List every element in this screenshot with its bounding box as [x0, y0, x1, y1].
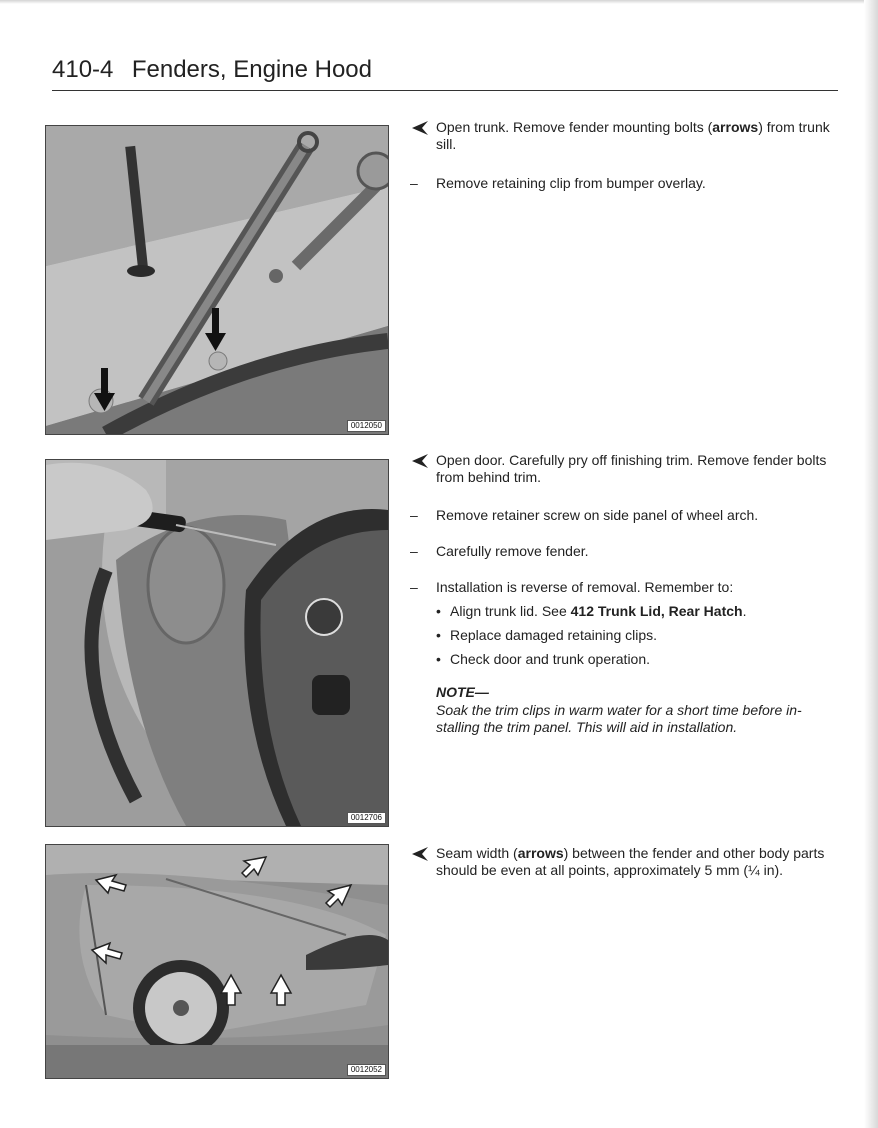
photo-trunk-sill	[45, 125, 389, 435]
step-emphasis: arrows	[712, 119, 759, 135]
page-edge-right	[864, 0, 878, 1128]
step-text: Seam width (	[436, 845, 518, 861]
step-seam-width	[410, 845, 830, 879]
bullet-marker: •	[436, 627, 441, 643]
bullet-item: • Align trunk lid. See 412 Trunk Lid, Rear Hatch.	[436, 603, 747, 619]
pointer-left-icon	[410, 119, 430, 137]
step-open-door	[410, 452, 830, 486]
note-title: NOTE—	[436, 684, 489, 700]
step-emphasis: arrows	[517, 845, 564, 861]
step-remove-screw	[410, 507, 830, 524]
figure-id: 0012706	[347, 812, 386, 824]
seam-width-illustration	[46, 845, 388, 1078]
page-edge-top	[0, 0, 878, 4]
pointer-left-icon	[410, 845, 430, 863]
step-installation	[410, 579, 830, 596]
dash-marker: –	[410, 579, 418, 595]
photo-door-trim	[45, 459, 389, 827]
step-text: Open door. Carefully pry off finishing trim. Remove fender bolts from behind trim.	[436, 452, 827, 485]
cross-reference: 412 Trunk Lid, Rear Hatch	[570, 603, 743, 619]
bullet-item: • Replace damaged retaining clips.	[436, 627, 658, 643]
page-number: 410-4	[52, 56, 114, 83]
step-open-trunk	[410, 119, 830, 153]
trunk-sill-illustration	[46, 126, 388, 434]
pointer-left-icon	[410, 452, 430, 470]
dash-marker: –	[410, 543, 418, 559]
page-header	[52, 56, 838, 91]
step-text: Open trunk. Remove fender mounting bolts (	[436, 119, 713, 135]
figure-id: 0012052	[347, 1064, 386, 1076]
step-text: Remove retainer screw on side panel of wheel arch.	[436, 507, 759, 523]
figure-id: 0012050	[347, 420, 386, 432]
door-trim-illustration	[46, 460, 388, 826]
dash-marker: –	[410, 175, 418, 191]
bullet-item: • Check door and trunk operation.	[436, 651, 651, 667]
bullet-marker: •	[436, 651, 441, 667]
photo-seam-width	[45, 844, 389, 1079]
step-text: Installation is reverse of removal. Remember to:	[436, 579, 734, 595]
bullet-marker: •	[436, 603, 441, 619]
dash-marker: –	[410, 507, 418, 523]
step-text: ) from trunk sill.	[436, 119, 830, 152]
step-text: Remove retaining clip from bumper overlay.	[436, 175, 706, 191]
step-text: ) between the fender and other body parts should be even at all points, approximately 5 mm (¼ in).	[436, 845, 825, 878]
step-remove-clip	[410, 175, 830, 192]
note-body: Soak the trim clips in warm water for a short time before in-stalling the trim panel. This will aid in installation.	[436, 702, 802, 735]
step-text: Carefully remove fender.	[436, 543, 589, 559]
step-remove-fender	[410, 543, 830, 560]
page-title: Fenders, Engine Hood	[131, 56, 372, 83]
